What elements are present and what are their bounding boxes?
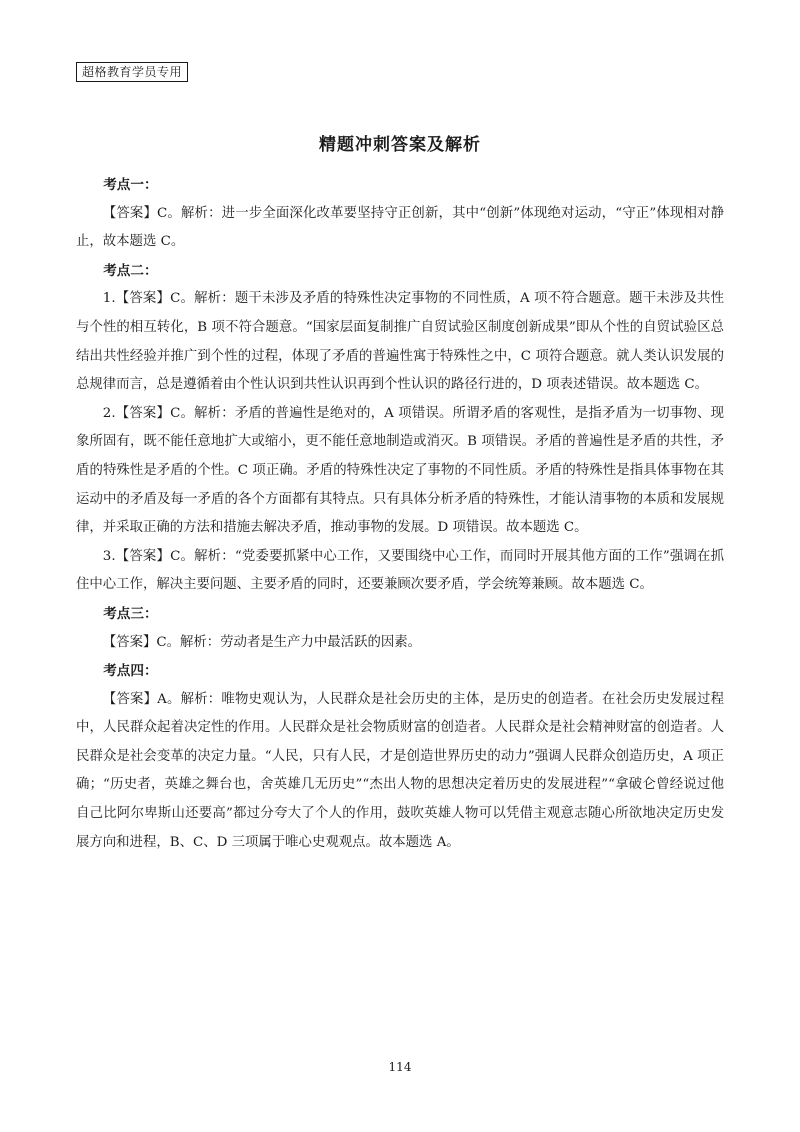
answer-content (76, 171, 724, 857)
answer-paragraph: 3.【答案】C。解析：“党委要抓紧中心工作，又要围绕中心工作，而同时开展其他方面的工作”强调在抓住中心工作，解决主要问题、主要矛盾的同时，还要兼顾次要矛盾，学会统筹兼顾。故本题选 C。 (76, 548, 724, 593)
section-heading: 考点四： (103, 663, 158, 680)
answer-paragraph: 2.【答案】C。解析：矛盾的普遍性是绝对的，A 项错误。所谓矛盾的客观性，是指矛盾为一切事物、现象所固有，既不能任意地扩大或缩小，更不能任意地制造或消灭。B 项错误。矛盾的普遍性是矛盾的共性，矛盾的特殊性是矛盾的个性。C 项正确。矛盾的特殊性决定了事物的不同性质。矛盾的特殊性是指具体事物在其运动中的矛盾及每一矛盾的各个方面都有其特点。只有具体分析矛盾的特殊性，才能认清事物的本质和发展规律，并采取正确的方法和措施去解决矛盾，推动事物的发展。D 项错误。故本题选 C。 (76, 405, 724, 536)
section-heading: 考点一： (103, 177, 158, 193)
section-heading: 考点三： (103, 605, 158, 622)
page-title: 精题冲刺答案及解析 (319, 135, 481, 155)
answer-paragraph: 【答案】C。解析：进一步全面深化改革要坚持守正创新，其中“创新”体现绝对运动，“守正”体现相对静止，故本题选 C。 (76, 205, 724, 250)
section-heading: 考点二： (103, 262, 158, 279)
answer-paragraph: 【答案】A。解析：唯物史观认为，人民群众是社会历史的主体，是历史的创造者。在社会历史发展过程中，人民群众起着决定性的作用。人民群众是社会物质财富的创造者。人民群众是社会精神财富的创造者。人民群众是社会变革的决定力量。“人民，只有人民，才是创造世界历史的动力”强调人民群众创造历史，A 项正确；“历史者，英雄之舞台也，舍英雄几无历史”“杰出人物的思想决定着历史的发展进程”“拿破仑曾经说过他自己比阿尔卑斯山还要高”都过分夸大了个人的作用，鼓吹英雄人物可以凭借主观意志随心所欲地决定历史发展方向和进程，B、C、D 三项属于唯心史观观点。故本题选 A。 (76, 691, 724, 850)
answer-paragraph: 1.【答案】C。解析：题干未涉及矛盾的特殊性决定事物的不同性质，A 项不符合题意。题干未涉及共性与个性的相互转化，B 项不符合题意。“国家层面复制推广自贸试验区制度创新成果”即从个性的自贸试验区总结出共性经验并推广到个性的过程，体现了矛盾的普遍性寓于特殊性之中，C 项符合题意。就人类认识发展的总规律而言，总是遵循着由个性认识到共性认识再到个性认识的路径行进的，D 项表述错误。故本题选 C。 (76, 291, 724, 393)
page-number: 114 (388, 1060, 412, 1074)
student-only-badge: 超格教育学员专用 (76, 62, 188, 82)
answer-paragraph: 【答案】C。解析：劳动者是生产力中最活跃的因素。 (102, 634, 422, 650)
